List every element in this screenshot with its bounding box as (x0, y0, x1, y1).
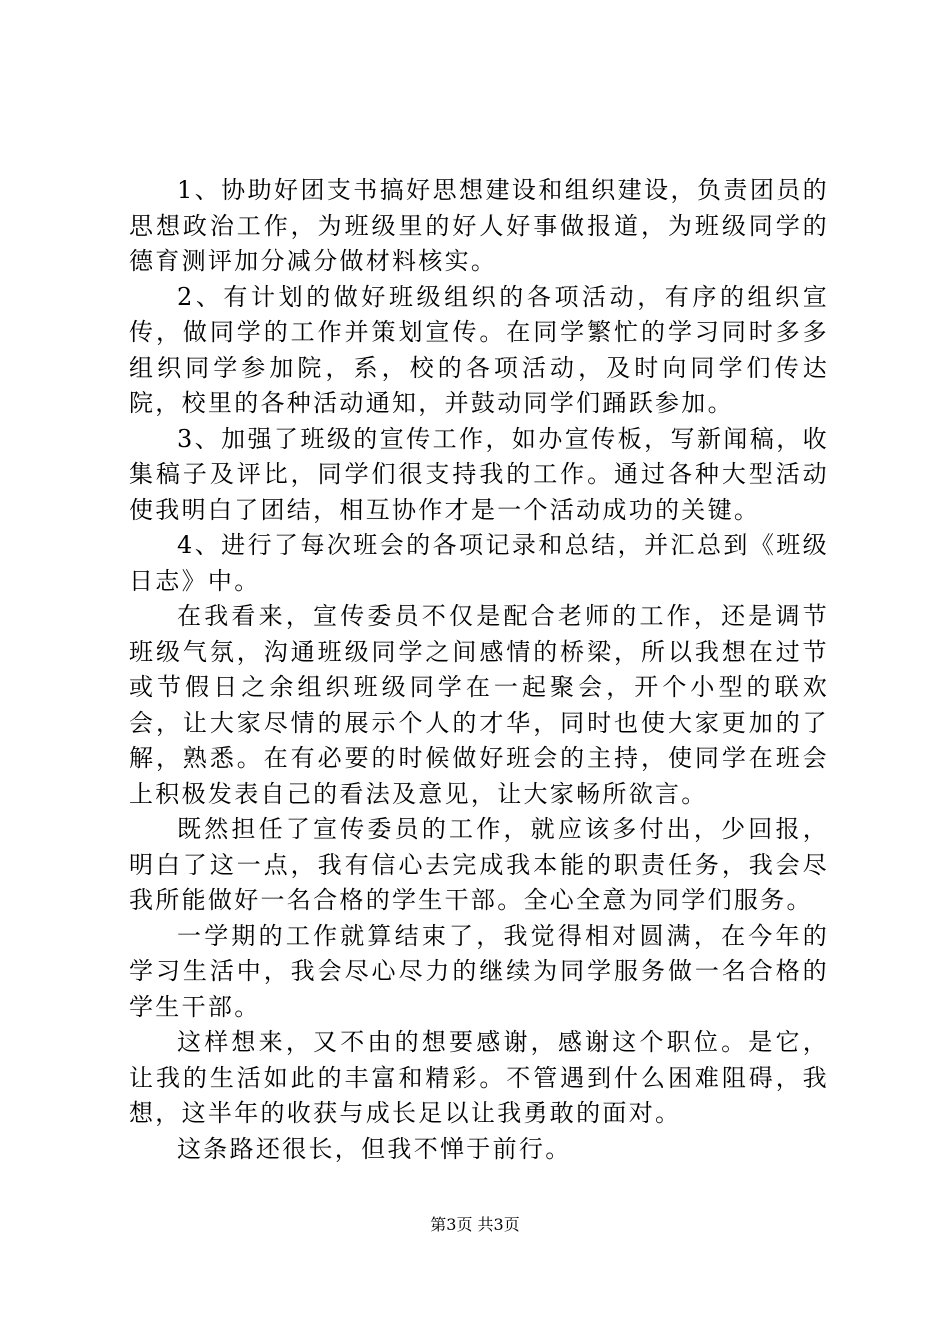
paragraph-8: 这样想来，又不由的想要感谢，感谢这个职位。是它，让我的生活如此的丰富和精彩。不管遇到什么困难阻碍，我想，这半年的收获与成长足以让我勇敢的面对。 (129, 1028, 829, 1127)
paragraph-1: 1、协助好团支书搞好思想建设和组织建设，负责团员的思想政治工作，为班级里的好人好事做报道，为班级同学的德育测评加分减分做材料核实。 (129, 176, 829, 275)
paragraph-7: 一学期的工作就算结束了，我觉得相对圆满，在今年的学习生活中，我会尽心尽力的继续为同学服务做一名合格的学生干部。 (129, 921, 829, 1021)
document-body (129, 173, 829, 1167)
paragraph-6: 既然担任了宣传委员的工作，就应该多付出，少回报，明白了这一点，我有信心去完成我本能的职责任务，我会尽我所能做好一名合格的学生干部。全心全意为同学们服务。 (129, 815, 829, 914)
paragraph-5: 在我看来，宣传委员不仅是配合老师的工作，还是调节班级气氛，沟通班级同学之间感情的桥梁，所以我想在过节或节假日之余组织班级同学在一起聚会，开个小型的联欢会，让大家尽情的展示个人的才华，同时也使大家更加的了解，熟悉。在有必要的时候做好班会的主持，使同学在班会上积极发表自己的看法及意见，让大家畅所欲言。 (129, 602, 829, 808)
paragraph-2: 2、有计划的做好班级组织的各项活动，有序的组织宣传，做同学的工作并策划宣传。在同学繁忙的学习同时多多组织同学参加院，系，校的各项活动，及时向同学们传达院，校里的各种活动通知，并鼓动同学们踊跃参加。 (129, 282, 829, 417)
page-footer: 第3页 共3页 (430, 1215, 520, 1234)
paragraph-9: 这条路还很长，但我不惮于前行。 (177, 1134, 572, 1163)
paragraph-4: 4、进行了每次班会的各项记录和总结，并汇总到《班级日志》中。 (129, 531, 829, 595)
paragraph-3: 3、加强了班级的宣传工作，如办宣传板，写新闻稿，收集稿子及评比，同学们很支持我的工作。通过各种大型活动使我明白了团结，相互协作才是一个活动成功的关键。 (129, 424, 829, 524)
